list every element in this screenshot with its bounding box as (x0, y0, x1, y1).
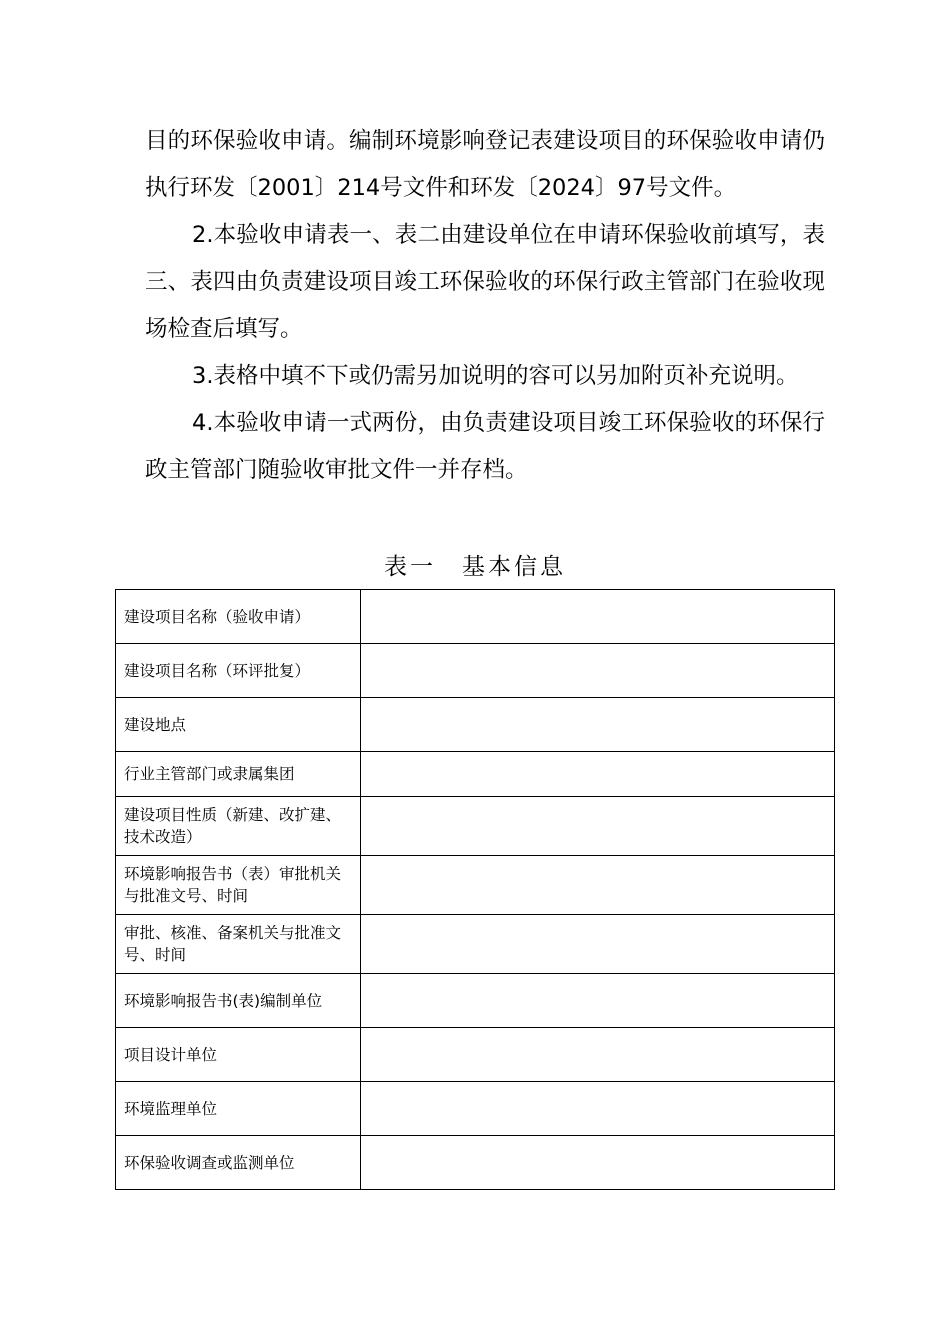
row-label: 审批、核准、备案机关与批准文号、时间 (116, 915, 361, 974)
table-title: 表一 基本信息 (384, 554, 566, 580)
table-row (116, 1136, 835, 1190)
body-text (145, 118, 825, 494)
row-value-cell[interactable] (361, 698, 835, 752)
row-label: 建设项目名称（验收申请） (116, 590, 361, 644)
paragraph-note-3: 3.表格中填不下或仍需另加说明的容可以另加附页补充说明。 (192, 363, 799, 389)
table-row (116, 915, 835, 974)
table-row (116, 974, 835, 1028)
paragraph-note-4: 4.本验收申请一式两份，由负责建设项目竣工环保验收的环保行政主管部门随验收审批文件一并存档。 (145, 410, 825, 483)
table-row (116, 1082, 835, 1136)
table-row (116, 856, 835, 915)
table-row (116, 590, 835, 644)
table-row (116, 698, 835, 752)
row-value-cell[interactable] (361, 644, 835, 698)
row-label: 项目设计单位 (116, 1028, 361, 1082)
row-value-cell[interactable] (361, 1028, 835, 1082)
row-value-cell[interactable] (361, 797, 835, 856)
row-value-cell[interactable] (361, 752, 835, 797)
row-value-cell[interactable] (361, 915, 835, 974)
row-label: 环境监理单位 (116, 1082, 361, 1136)
paragraph-note-2: 2.本验收申请表一、表二由建设单位在申请环保验收前填写，表三、表四由负责建设项目竣工环保验收的环保行政主管部门在验收现场检查后填写。 (145, 222, 825, 342)
row-value-cell[interactable] (361, 1082, 835, 1136)
row-label: 环境影响报告书（表）审批机关与批准文号、时间 (116, 856, 361, 915)
row-label: 环境影响报告书(表)编制单位 (116, 974, 361, 1028)
row-value-cell[interactable] (361, 590, 835, 644)
basic-info-table (115, 589, 835, 1190)
row-label: 环保验收调查或监测单位 (116, 1136, 361, 1190)
row-value-cell[interactable] (361, 1136, 835, 1190)
row-label: 建设地点 (116, 698, 361, 752)
table-row (116, 644, 835, 698)
row-value-cell[interactable] (361, 974, 835, 1028)
row-value-cell[interactable] (361, 856, 835, 915)
row-label: 行业主管部门或隶属集团 (116, 752, 361, 797)
row-label: 建设项目性质（新建、改扩建、技术改造） (116, 797, 361, 856)
row-label: 建设项目名称（环评批复） (116, 644, 361, 698)
table-row (116, 1028, 835, 1082)
table-row (116, 797, 835, 856)
paragraph-continuation: 目的环保验收申请。编制环境影响登记表建设项目的环保验收申请仍执行环发〔2001〕214号文件和环发〔2024〕97号文件。 (145, 128, 825, 201)
table-row (116, 752, 835, 797)
